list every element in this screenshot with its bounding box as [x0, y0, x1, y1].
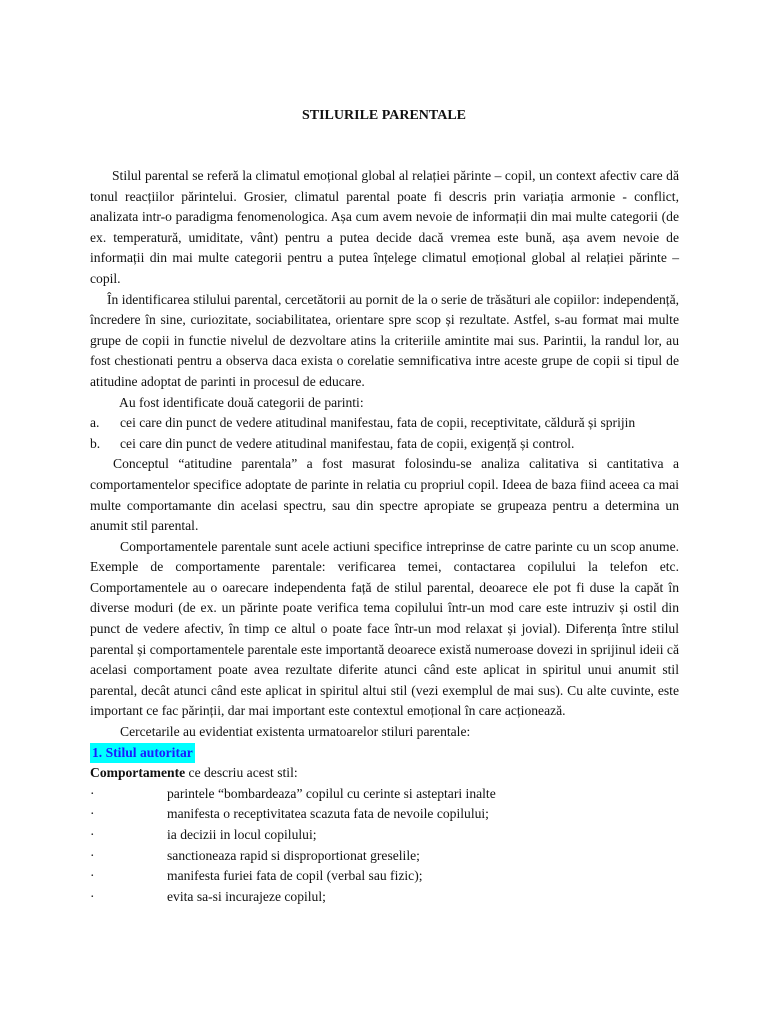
paragraph-identification: În identificarea stilului parental, cercetătorii au pornit de la o serie de trăsături ale copiilor: independență, încredere în sine, curiozitate, sociabilitatea, orientare spre scop și rezultate. Astfel, s-au format mai multe grupe de copii in functie nivelul de dezvoltare atins la criteriile amintite mai sus. Parintii, la randul lor, au fost chestionati pentru a observa daca exista o corelatie semnificativa intre aceste grupe de copii si tipul de atitudine adoptat de parinti in procesul de educare. [90, 291, 679, 389]
list-item-b [90, 434, 679, 455]
document-body [90, 166, 679, 907]
list-text-a: cei care din punct de vedere atitudinal manifestau, fata de copii, receptivitate, căldură și sprijin [120, 415, 636, 431]
bullet-list [90, 784, 679, 908]
paragraph-styles-intro: Cercetarile au evidentiat existenta urmatoarelor stiluri parentale: [120, 724, 471, 740]
paragraph-categories-intro: Au fost identificate două categorii de parinti: [119, 394, 364, 410]
paragraph-behaviors: Comportamentele parentale sunt acele actiuni specifice intreprinse de catre parinte cu un scop anume. Exemple de comportamente parentale: verificarea temei, contactarea copilului la telefon etc. Comportamentele au o oarecare independenta față de stilul parental, deoarece ele pot fi duse la capăt în diverse moduri (de ex. un părinte poate verifica tema copilului într-un mod care este intruziv și ostil din punct de vedere afectiv, în timp ce altul o poate face într-un mod relaxat și jovial). Diferența între stilul parental și comportamentele parentale este importantă deoarece există numeroase dovezi in sprijinul ideii că acelasi comportament poate avea rezultate diferite atunci când este aplicat in spiritul unui anumit stil parental, decât atunci când este aplicat in spiritul altui stil (vezi exemplul de mai sus). Cu alte cuvinte, este important ce fac părinții, dar mai important este contextul emoțional în care acționează. [90, 538, 679, 719]
bullet-text: ia decizii in locul copilului; [167, 827, 317, 842]
section-heading-row [90, 743, 679, 764]
bullet-icon: · [90, 806, 95, 822]
bullet-icon: · [90, 868, 95, 884]
list-item [90, 846, 679, 867]
list-item [90, 866, 679, 887]
list-item-a [90, 413, 679, 434]
section-heading: 1. Stilul autoritar [90, 743, 195, 764]
bullet-text: sanctioneaza rapid si disproportionat greselile; [167, 847, 420, 863]
section-intro-rest: ce descriu acest stil: [185, 765, 298, 781]
list-item [90, 804, 679, 825]
list-item [90, 887, 679, 908]
bullet-text: manifesta furiei fata de copil (verbal sau fizic); [167, 868, 423, 884]
bullet-text: manifesta o receptivitatea scazuta fata de nevoile copilului; [167, 806, 489, 822]
page-title: STILURILE PARENTALE [301, 108, 467, 123]
bullet-text: parintele “bombardeaza” copilul cu cerinte si asteptari inalte [167, 785, 496, 801]
bullet-icon: · [90, 827, 95, 842]
bullet-icon: · [90, 888, 95, 904]
bullet-icon: · [90, 847, 95, 863]
list-item [90, 825, 679, 846]
paragraph-intro: Stilul parental se referă la climatul emoțional global al relației părinte – copil, un context afectiv care dă tonul reacțiilor părintelui. Grosier, climatul parental poate fi descris prin variația armonie - conflict, analizata intr-o paradigma fenomenologica. Așa cum avem nevoie de informații din mai multe categorii (de ex. temperatură, umiditate, vânt) pentru a putea decide dacă vremea este bună, așa avem nevoie de informații din mai multe categorii pentru a putea înțelege climatul emoțional global al relației părinte – copil. [90, 168, 679, 286]
paragraph-concept: Conceptul “atitudine parentala” a fost masurat folosindu-se analiza calitativa si cantitativa a comportamentelor specifice adoptate de parinte in relatia cu propriul copil. Ideea de baza fiind aceea ca mai multe comportamante din acelasi spectru, sau din spectre apropiate se grupeaza pentru a determina un anumit stil parental. [90, 456, 679, 534]
list-text-b: cei care din punct de vedere atitudinal manifestau, fata de copii, exigență și control. [120, 435, 575, 451]
bullet-icon: · [90, 785, 95, 801]
bullet-text: evita sa-si incurajeze copilul; [167, 888, 326, 904]
section-intro [90, 763, 679, 784]
section-intro-bold: Comportamente [90, 765, 186, 781]
list-letter-a: a. [90, 415, 100, 431]
list-letter-b: b. [90, 435, 101, 451]
list-item [90, 784, 679, 805]
